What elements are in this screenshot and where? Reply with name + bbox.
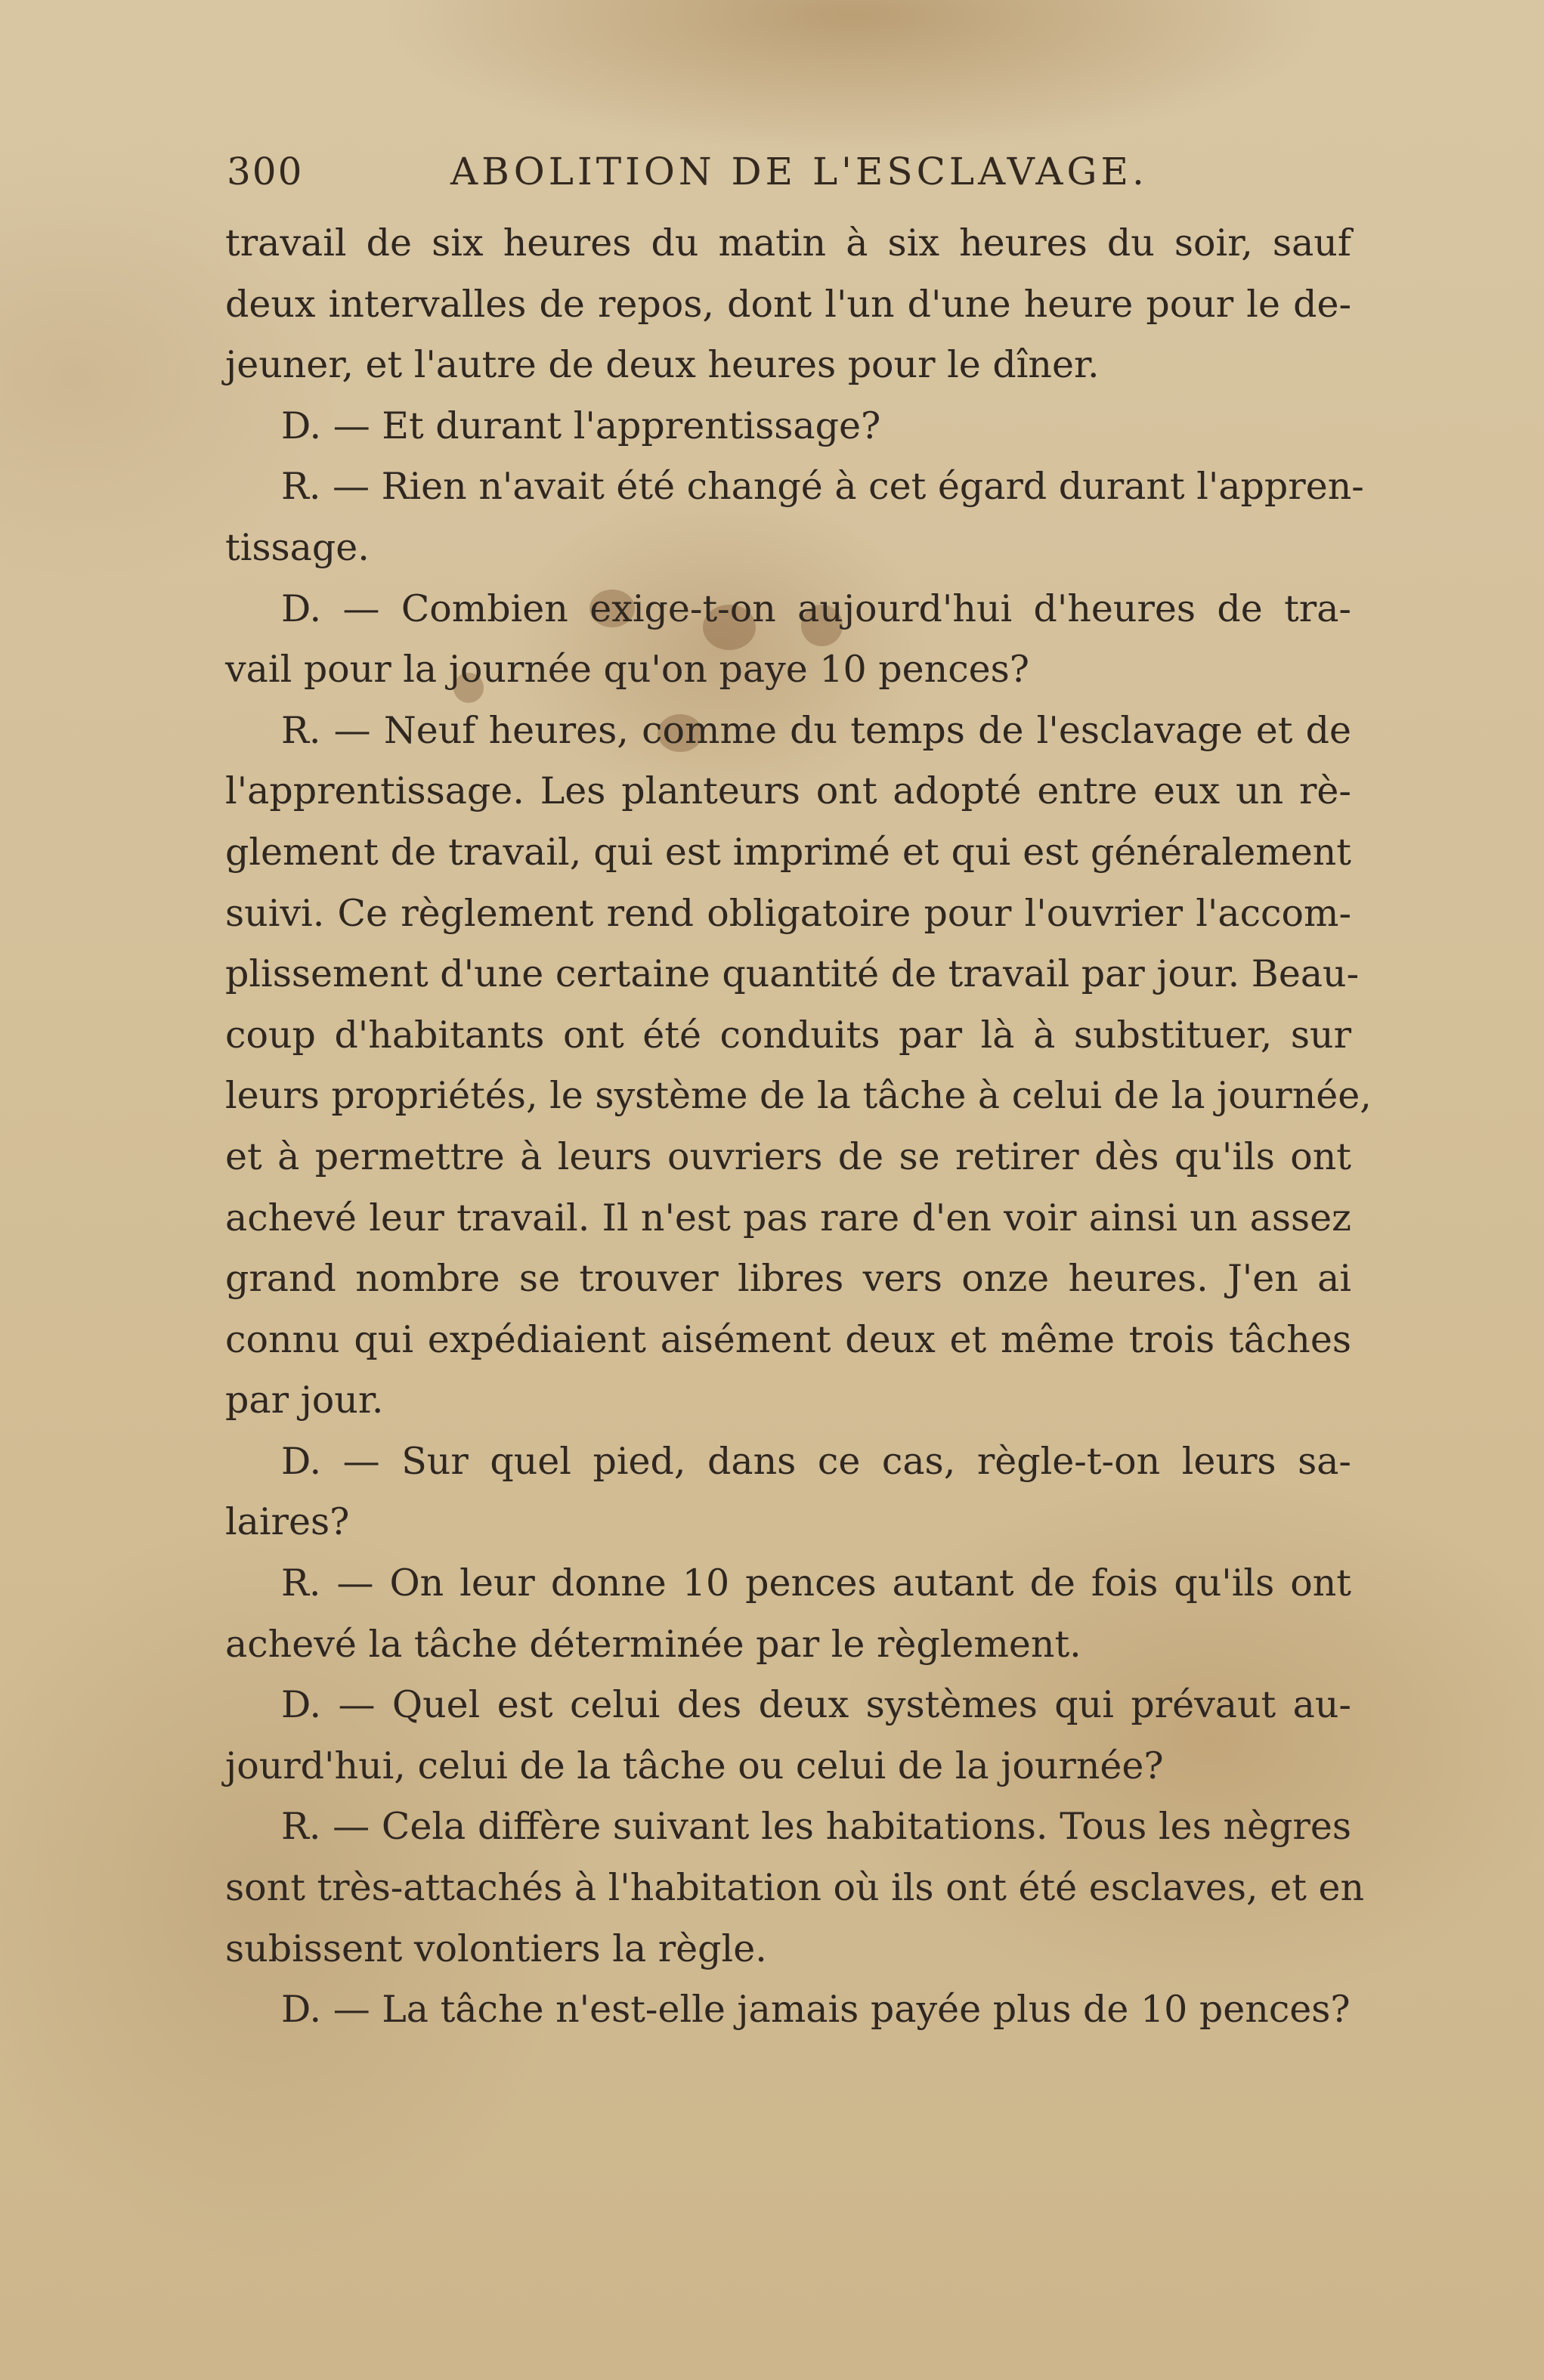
text-line: D. — Combien exige-t-on aujourd'hui d'heures de tra- [281, 586, 1351, 630]
text-line: connu qui expédiaient aisément deux et même trois tâches [225, 1317, 1351, 1361]
text-line: R. — On leur donne 10 pences autant de fois qu'ils ont [281, 1561, 1351, 1605]
text-line: R. — Neuf heures, comme du temps de l'esclavage et de [281, 708, 1351, 752]
page-header [227, 150, 1353, 203]
running-title: ABOLITION DE L'ESCLAVAGE. [450, 150, 1148, 193]
text-line: l'apprentissage. Les planteurs ont adopté entre eux un rè- [225, 769, 1351, 813]
text-line: achevé la tâche déterminée par le règlement. [225, 1622, 1081, 1666]
body-text [225, 213, 1372, 2041]
text-line: leurs propriétés, le système de la tâche à celui de la journée, [225, 1074, 1372, 1118]
text-line: jeuner, et l'autre de deux heures pour le dîner. [225, 343, 1100, 387]
text-line: plissement d'une certaine quantité de travail par jour. Beau- [225, 952, 1360, 996]
text-line: suivi. Ce règlement rend obligatoire pour l'ouvrier l'accom- [225, 891, 1351, 935]
page-number: 300 [227, 150, 304, 193]
text-line: deux intervalles de repos, dont l'un d'une heure pour le de- [225, 282, 1351, 326]
text-line: tissage. [225, 525, 370, 569]
text-line: R. — Rien n'avait été changé à cet égard durant l'appren- [281, 465, 1364, 509]
text-line: D. — Et durant l'apprentissage? [281, 404, 881, 447]
text-line: laires? [225, 1500, 350, 1544]
text-line: coup d'habitants ont été conduits par là à substituer, sur [225, 1013, 1351, 1057]
text-line: achevé leur travail. Il n'est pas rare d'en voir ainsi un assez [225, 1196, 1351, 1240]
text-line: D. — Sur quel pied, dans ce cas, règle-t-on leurs sa- [281, 1439, 1351, 1483]
text-line: sont très-attachés à l'habitation où ils ont été esclaves, et en [225, 1866, 1365, 1910]
text-line: subissent volontiers la règle. [225, 1927, 767, 1970]
text-line: D. — La tâche n'est-elle jamais payée plus de 10 pences? [281, 1988, 1351, 2032]
text-line: vail pour la journée qu'on paye 10 pences? [225, 648, 1030, 692]
text-line: D. — Quel est celui des deux systèmes qui prévaut au- [281, 1683, 1351, 1727]
text-line: grand nombre se trouver libres vers onze heures. J'en ai [225, 1257, 1351, 1301]
text-line: et à permettre à leurs ouvriers de se retirer dès qu'ils ont [225, 1134, 1351, 1178]
text-line: travail de six heures du matin à six heures du soir, sauf [225, 221, 1351, 265]
text-line: glement de travail, qui est imprimé et qui est généralement [225, 830, 1351, 874]
text-line: R. — Cela diffère suivant les habitations. Tous les nègres [281, 1805, 1351, 1849]
text-line: par jour. [225, 1379, 384, 1422]
text-line: jourd'hui, celui de la tâche ou celui de la journée? [225, 1744, 1164, 1787]
